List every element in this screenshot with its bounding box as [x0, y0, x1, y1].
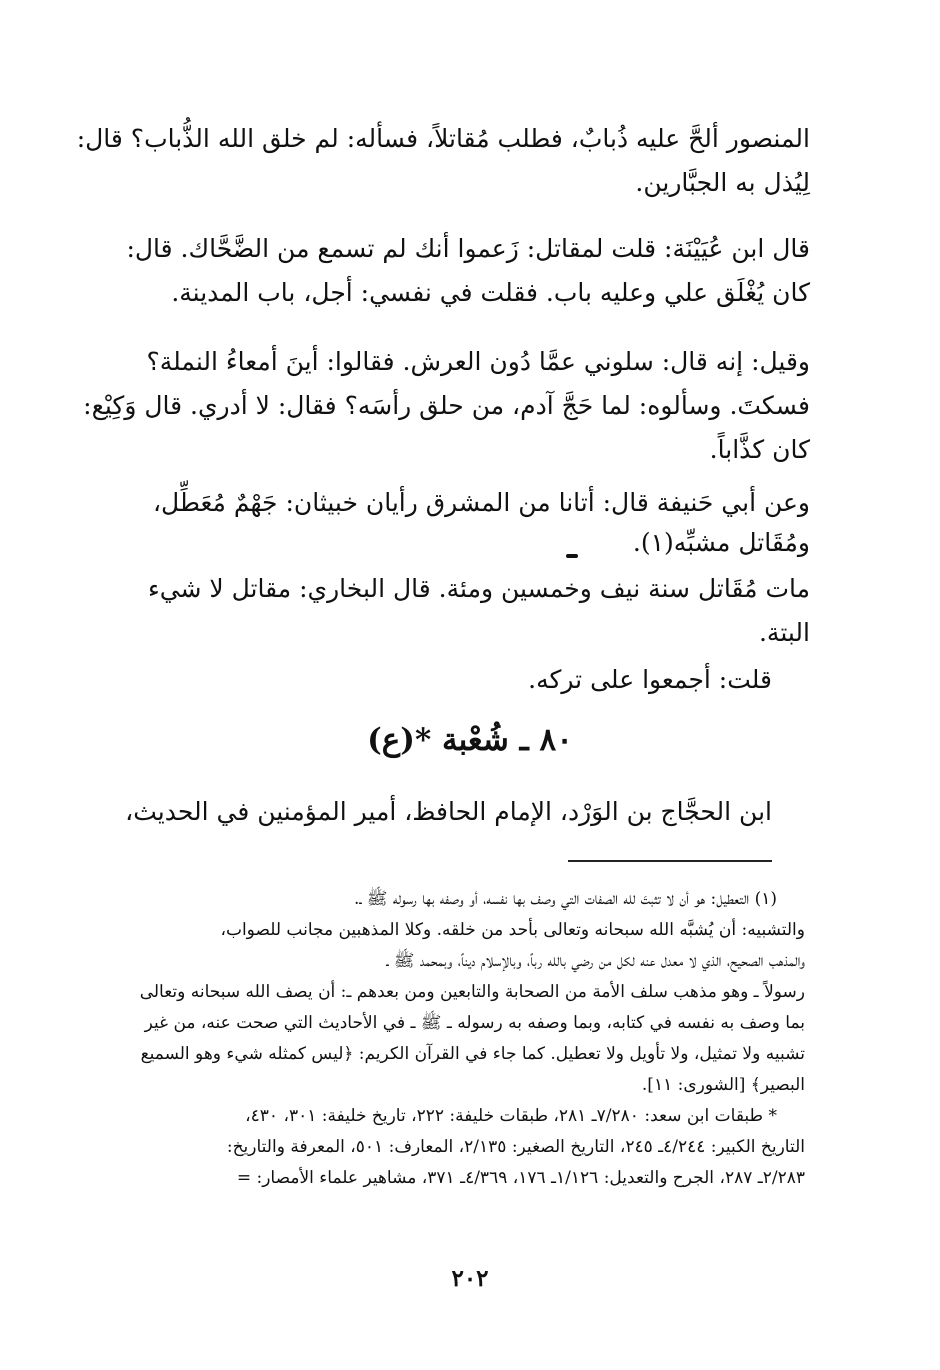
paragraph [90, 567, 810, 655]
paragraph [76, 117, 810, 205]
text-line: قال ابن عُيَيْنَة: قلت لمقاتل: زَعموا أنك لم تسمع من الضَّحَّاك. قال: [126, 234, 810, 263]
text-line: البتة. [758, 618, 810, 647]
ink-mark [566, 554, 578, 558]
footnote-line: البصير﴾ [الشورى: ١١]. [641, 1075, 805, 1095]
text-line: قلت: أجمعوا على تركه. [528, 665, 772, 694]
paragraph [83, 340, 810, 472]
text-line: كان يُغْلَق علي وعليه باب. فقلت في نفسي: أجل، باب المدينة. [171, 278, 810, 307]
paragraph [90, 481, 810, 561]
text-line: مات مُقَاتل سنة نيف وخمسين ومئة. قال البخاري: مقاتل لا شيء [147, 574, 810, 603]
footnote-line: التاريخ الكبير: ٤/٢٤٤ـ ٢٤٥، التاريخ الصغير: ٢/١٣٥، المعارف: ٥٠١، المعرفة والتاريخ: [226, 1137, 805, 1157]
text-line: لِيُذل به الجبَّارين. [635, 168, 810, 197]
text-line: ومُقَاتل مشبِّه(١). [632, 528, 810, 557]
footnote-line: والتشبيه: أن يُشبَّه الله سبحانه وتعالى بأحد من خلقه. وكلا المذهبين مجانب للصواب، [220, 920, 805, 940]
footnote-line: * طبقات ابن سعد: ٧/٢٨٠ـ ٢٨١، طبقات خليفة: ٢٢٢، تاريخ خليفة: ٣٠١، ٤٣٠، [245, 1106, 777, 1126]
text-line: كان كذَّاباً. [709, 435, 810, 464]
section-heading: ٨٠ ـ شُعْبة *(ع) [367, 722, 573, 758]
paragraph [90, 227, 810, 315]
footnote-line: ٢/٢٨٣ـ ٢٨٧، الجرح والتعديل: ١/١٢٦ـ ١٧٦، ٤/٣٦٩ـ ٣٧١، مشاهير علماء الأمصار: = [236, 1168, 805, 1188]
text-line: وعن أبي حَنيفة قال: أتانا من المشرق رأيان خبيثان: جَهْمٌ مُعَطِّل، [152, 488, 810, 517]
text-line: وقيل: إنه قال: سلوني عمَّا دُون العرش. فقالوا: أينَ أمعاءُ النملة؟ [146, 347, 810, 376]
footnote-separator [568, 860, 772, 862]
footnote-line: بما وصف به نفسه في كتابه، وبما وصفه به رسوله ـ ﷺ ـ في الأحاديث التي صحت عنه، من غير [144, 1013, 805, 1033]
footnote-line: والمذهب الصحيح، الذي لا معدل عنه لكل من رضي بالله رباً، وبالإسلام ديناً، وبمحمد ﷺ ـ [386, 951, 805, 971]
footnote-line: رسولاً ـ وهو مذهب سلف الأمة من الصحابة والتابعين ومن بعدهم ـ: أن يصف الله سبحانه وتعالى [139, 982, 805, 1002]
footnotes [100, 884, 805, 1194]
intro-text [90, 790, 810, 834]
footnote-line: (١) التعطيل: هو أن لا تثبتَ لله الصفات التي وصف بها نفسه، أو وصفه بها رسوله ﷺ ـ. [353, 889, 777, 909]
page-number: ٢٠٢ [451, 1265, 489, 1292]
text-line: المنصور ألحَّ عليه ذُبابٌ، فطلب مُقاتلاً، فسأله: لم خلق الله الذُّباب؟ قال: [76, 124, 810, 153]
paragraph [90, 658, 810, 702]
footnote-line: تشبيه ولا تمثيل، ولا تأويل ولا تعطيل. كما جاء في القرآن الكريم: ﴿ليس كمثله شيء وهو السميع [140, 1044, 805, 1064]
text-line: ابن الحجَّاج بن الوَرْد، الإمام الحافظ، أمير المؤمنين في الحديث، [125, 797, 772, 826]
text-line: فسكتَ. وسألوه: لما حَجَّ آدم، من حلق رأسَه؟ فقال: لا أدري. قال وَكِيْع: [83, 391, 810, 420]
